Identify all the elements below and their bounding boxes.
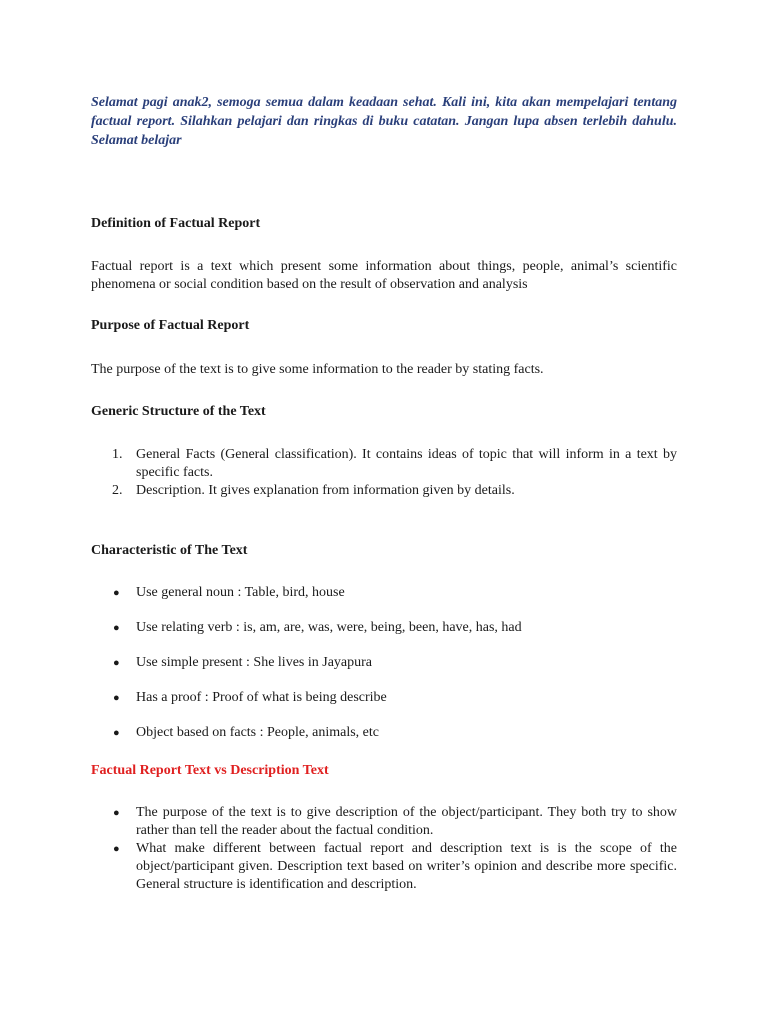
bullet-icon: ● bbox=[113, 843, 120, 855]
list-item-text: Use general noun : Table, bird, house bbox=[136, 585, 345, 600]
list-item bbox=[91, 654, 677, 672]
generic-structure-heading: Generic Structure of the Text bbox=[91, 404, 266, 419]
list-item bbox=[91, 840, 677, 894]
generic-structure-list bbox=[91, 446, 677, 500]
comparison-list bbox=[91, 804, 677, 894]
definition-heading: Definition of Factual Report bbox=[91, 216, 261, 231]
list-item bbox=[91, 724, 677, 742]
list-item-text: Object based on facts : People, animals, etc bbox=[136, 725, 379, 740]
definition-text: Factual report is a text which present some information about things, people, animal’s scientific phenomena or social condition based on the result of observation and analysis bbox=[91, 259, 677, 292]
characteristic-heading: Characteristic of The Text bbox=[91, 543, 248, 558]
list-item-text: What make different between factual report and description text is is the scope of the object/participant given. Description text based on writer’s opinion and describe more specific. General structure is identification and description. bbox=[136, 841, 677, 892]
bullet-icon: ● bbox=[113, 587, 120, 599]
list-marker: 1. bbox=[112, 447, 123, 462]
list-item-text: Use relating verb : is, am, are, was, were, being, been, have, has, had bbox=[136, 620, 522, 635]
intro-greeting: Selamat pagi anak2, semoga semua dalam keadaan sehat. Kali ini, kita akan mempelajari tentang factual report. Silahkan pelajari dan ringkas di buku catatan. Jangan lupa absen terlebih dahulu. Selamat belajar bbox=[91, 95, 677, 148]
bullet-icon: ● bbox=[113, 692, 120, 704]
list-item-text: The purpose of the text is to give description of the object/participant. They both try to show rather than tell the reader about the factual condition. bbox=[136, 805, 677, 838]
comparison-heading: Factual Report Text vs Description Text bbox=[91, 763, 329, 778]
list-item bbox=[91, 804, 677, 840]
list-item-text: Use simple present : She lives in Jayapura bbox=[136, 655, 373, 670]
characteristic-list bbox=[91, 584, 677, 759]
list-item bbox=[91, 482, 677, 500]
list-item bbox=[91, 619, 677, 637]
purpose-heading: Purpose of Factual Report bbox=[91, 318, 250, 333]
list-item-text: General Facts (General classification). It contains ideas of topic that will inform in a text by specific facts. bbox=[136, 447, 677, 480]
list-item-text: Description. It gives explanation from information given by details. bbox=[136, 483, 515, 498]
purpose-text: The purpose of the text is to give some information to the reader by stating facts. bbox=[91, 362, 544, 377]
list-item bbox=[91, 584, 677, 602]
list-marker: 2. bbox=[112, 483, 123, 498]
bullet-icon: ● bbox=[113, 807, 120, 819]
list-item bbox=[91, 689, 677, 707]
list-item bbox=[91, 446, 677, 482]
bullet-icon: ● bbox=[113, 657, 120, 669]
bullet-icon: ● bbox=[113, 727, 120, 739]
list-item-text: Has a proof : Proof of what is being describe bbox=[136, 690, 387, 705]
bullet-icon: ● bbox=[113, 622, 120, 634]
